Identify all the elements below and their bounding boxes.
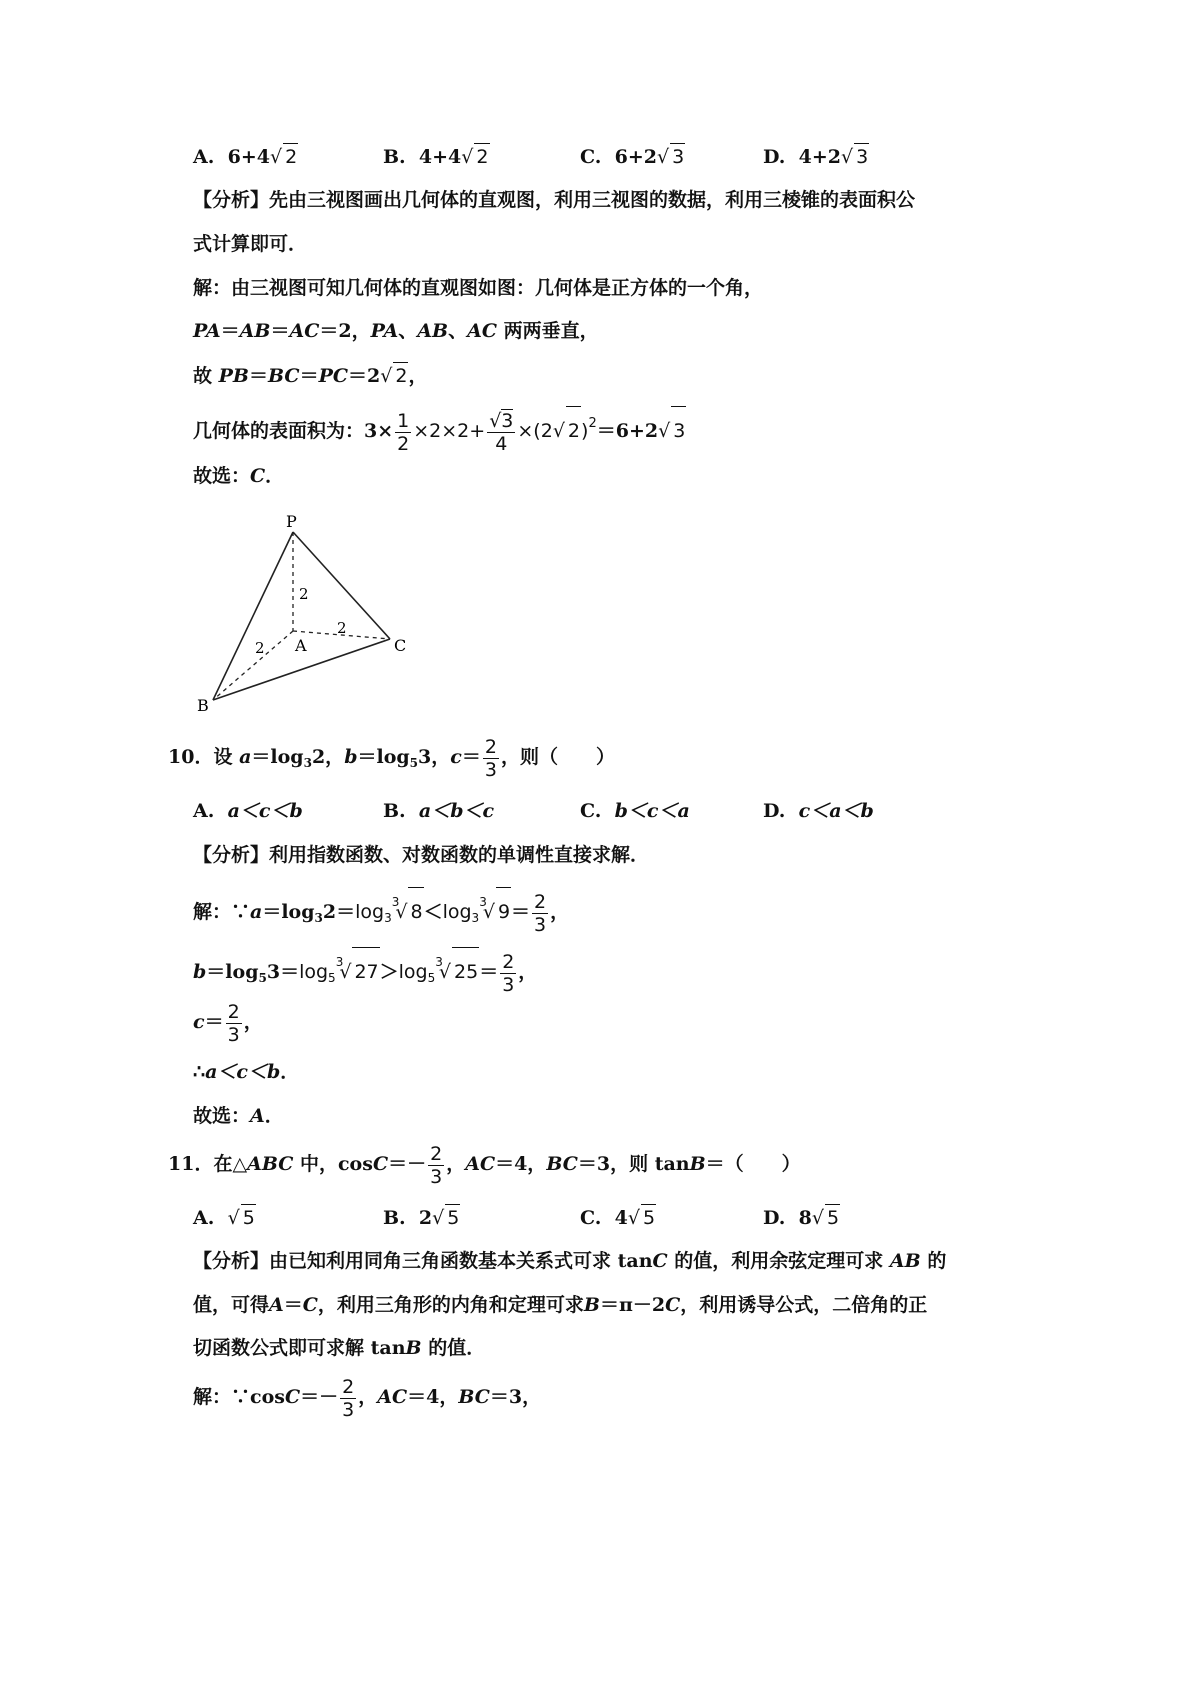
fraction: $\frac{2}{3}$ [342, 1375, 355, 1421]
edge-label-pa: 2 [299, 585, 309, 603]
fraction: $\frac{1}{2}$ [397, 409, 410, 455]
sqrt: √ 5 [432, 1204, 460, 1231]
edge-pb [213, 532, 293, 700]
vertex-label-c: C [394, 636, 407, 655]
q10-solution-line1: 解：$\because a=\log_32=\log_3^3√$ $8<\log_3^3√$ 9＝ $\frac{2}{3}$ ， [193, 878, 569, 942]
option-value: a＜c＜b [227, 800, 303, 822]
option-label: C. [580, 800, 602, 822]
q11-option-c[interactable]: C. 4√ 5 [580, 1204, 656, 1231]
edge-label-ab: 2 [255, 639, 265, 657]
edge-label-ac: 2 [337, 619, 347, 637]
option-value: 4+4 [418, 146, 462, 168]
option-label: A. [193, 800, 215, 822]
q9-option-b[interactable] [383, 143, 490, 170]
sqrt: √ 2 [270, 143, 298, 170]
sqrt: √ 3 [657, 143, 685, 170]
q11-option-d[interactable]: D. 8√ 5 [763, 1204, 840, 1231]
q11-solution-line1: 解：∵cosC＝－ $\frac{2}{3}$ ，AC＝4，BC＝3， [193, 1375, 542, 1421]
q9-analysis-line2: 式计算即可． [193, 233, 308, 255]
cube-root: √ 9 [483, 887, 511, 936]
q11-analysis-line2: 值，可得A＝C，利用三角形的内角和定理可求B＝π－2C，利用诱导公式，二倍角的正 [193, 1294, 928, 1316]
q10-solution-line3: c＝ $\frac{2}{3}$ ， [193, 1000, 263, 1046]
option-value: 6+2 [614, 146, 658, 168]
q11-analysis-line3: 切函数公式即可求解 tanB 的值． [193, 1337, 486, 1359]
edge-ab [213, 631, 293, 700]
q9-option-c[interactable] [580, 143, 685, 170]
vertex-label-a: A [295, 636, 307, 655]
cube-root: √ 25 [439, 947, 479, 996]
option-label: A. [193, 146, 215, 168]
sqrt: √ 2 [461, 143, 489, 170]
option-label: B. [383, 146, 406, 168]
sqrt: √ 3 [658, 406, 686, 455]
q10-choice: 故选：A． [193, 1105, 284, 1127]
option-label: B. [383, 1207, 406, 1229]
sqrt: √ 5 [812, 1204, 840, 1231]
q10-option-c[interactable] [580, 798, 690, 824]
option-value: a＜b＜c [418, 800, 495, 822]
fraction: $\frac{2}{3}$ [534, 890, 547, 936]
q11-analysis-line1: 【分析】由已知利用同角三角函数基本关系式可求 tanC 的值，利用余弦定理可求 AB 的 [193, 1250, 947, 1272]
sqrt: √ 2 [553, 406, 581, 455]
option-value: 6+4 [227, 146, 270, 168]
sqrt: √ 3 [841, 143, 869, 170]
option-label: C. [580, 146, 602, 168]
option-label: D. [763, 1207, 786, 1229]
q10-solution-line4: ∴a＜c＜b． [193, 1061, 300, 1083]
option-label: D. [763, 146, 786, 168]
cube-root: √ 27 [339, 947, 379, 996]
sqrt: √ 5 [228, 1204, 256, 1231]
q11-stem: 11．在△ABC 中，cosC＝－ $\frac{2}{3}$ ，AC＝4，BC＝3，则 tanB＝（ ） [168, 1142, 801, 1188]
option-value: 4+2 [798, 146, 842, 168]
cube-root: √ 8 [395, 887, 423, 936]
q9-option-a[interactable] [193, 143, 298, 170]
q9-solution-line4: 几何体的表面积为：3× $\frac{1}{2}$ ×2×2+ $\frac{√3}{4}$ ×(2√ 2)$^2$＝6+2√ 3 [193, 400, 686, 455]
q9-solution-line1: 解：由三视图可知几何体的直观图如图：几何体是正方体的一个角， [193, 277, 764, 299]
fraction: $\frac{2}{3}$ [430, 1142, 443, 1188]
option-label: D. [763, 800, 786, 822]
q10-stem: 10．设 $a=\log_32$，$b=\log_53$，c＝ $\frac{2}{3}$ ，则（ ） [168, 735, 615, 781]
option-value: c＜a＜b [798, 800, 874, 822]
q11-option-b[interactable]: B. 2√ 5 [383, 1204, 460, 1231]
option-label: B. [383, 800, 406, 822]
sqrt: √ 2 [380, 362, 408, 389]
fraction: $\frac{√3}{4}$ [489, 409, 514, 455]
q10-solution-line2: $b=\log_53=\log_5^3√$ $27>\log_5^3√$ 25＝ $\frac{2}{3}$ ， [193, 938, 537, 1002]
fraction: $\frac{2}{3}$ [484, 735, 497, 781]
vertex-label-b: B [197, 696, 209, 715]
sqrt: √ 5 [628, 1204, 656, 1231]
fraction: $\frac{2}{3}$ [227, 1000, 240, 1046]
q9-option-d[interactable] [763, 143, 869, 170]
q9-analysis-line1: 【分析】先由三视图画出几何体的直观图，利用三视图的数据，利用三棱锥的表面积公 [193, 189, 916, 211]
q10-option-a[interactable] [193, 798, 303, 824]
option-value: b＜c＜a [614, 800, 690, 822]
q9-choice: 故选：C． [193, 465, 285, 487]
q9-solution-line2: PA＝AB＝AC＝2，PA、AB、AC 两两垂直， [193, 320, 599, 342]
tetrahedron-figure [185, 505, 425, 720]
option-label: A. [193, 1207, 215, 1229]
option-label: C. [580, 1207, 602, 1229]
q10-option-b[interactable] [383, 798, 494, 824]
q11-option-a[interactable] [193, 1204, 256, 1231]
q10-option-d[interactable] [763, 798, 874, 824]
q10-analysis: 【分析】利用指数函数、对数函数的单调性直接求解． [193, 844, 650, 866]
vertex-label-p: P [286, 512, 297, 531]
q9-solution-line3: 故 PB＝BC＝PC＝2√ 2， [193, 362, 427, 389]
fraction: $\frac{2}{3}$ [502, 950, 515, 996]
